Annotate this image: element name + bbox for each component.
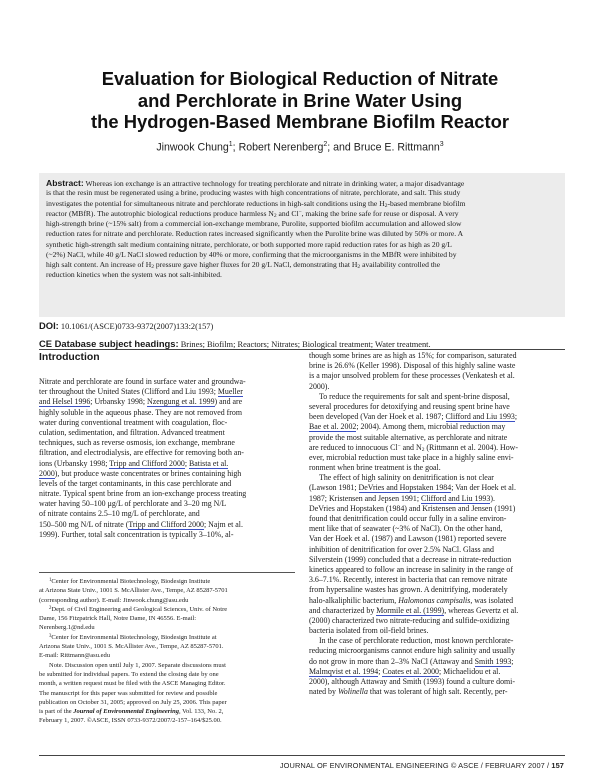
body-text: 150–500 mg N/L of nitrate ( bbox=[39, 519, 129, 529]
footnote-line: at Arizona State Univ., 1001 S. McAllister Ave., Tempe, AZ 85287-5701 bbox=[39, 587, 228, 595]
author-separator: ; bbox=[232, 141, 239, 154]
page-footer bbox=[280, 761, 564, 770]
section-divider bbox=[39, 349, 565, 350]
body-line: Van der Hoek et al. (1987) and Lawson (1981) reported severe bbox=[309, 534, 507, 544]
author-name: Robert Nerenberg bbox=[238, 141, 324, 154]
body-line bbox=[309, 494, 565, 504]
body-line: The effect of high salinity on denitrification is not clear bbox=[319, 473, 494, 483]
body-line bbox=[309, 657, 565, 667]
citation-link[interactable]: Mormile et al. (1999) bbox=[376, 605, 445, 615]
abstract-line bbox=[46, 260, 559, 270]
citation-link[interactable]: Bae et al. 2002 bbox=[309, 422, 357, 432]
body-text: ter throughout the United States (Clifford and Liu 1993; bbox=[39, 387, 218, 397]
doi-label: DOI: bbox=[39, 320, 59, 331]
body-text: ions (Urbansky 1998; bbox=[39, 458, 110, 468]
body-line: Nitrate and perchlorate are found in surface water and groundwa- bbox=[39, 377, 246, 386]
body-line: In the case of perchlorate reduction, most known perchlorate- bbox=[319, 636, 514, 646]
body-text: (Lawson 1981; bbox=[309, 483, 359, 493]
footnote-mark: 1 bbox=[49, 578, 52, 583]
subscript: 2 bbox=[421, 446, 425, 453]
body-line bbox=[309, 667, 565, 677]
abstract-text: investigates the potential for simultaneous nitrate and perchlorate reductions in high-salt conditions using the H bbox=[46, 198, 385, 208]
body-text: ; Najm et al. bbox=[203, 519, 243, 529]
body-line: culation, sedimentation, and filtration. Advanced treatment bbox=[39, 427, 225, 437]
doi-line bbox=[39, 320, 213, 331]
citation-link[interactable]: DeVries and Hopstaken 1984 bbox=[358, 483, 452, 493]
body-text: ; Van der Hoek et al. bbox=[451, 483, 516, 493]
citation-link[interactable]: Coates et al. 2000 bbox=[382, 666, 439, 676]
citation-link[interactable]: Malmqvist et al. 1994 bbox=[309, 666, 379, 676]
body-text: and N bbox=[400, 442, 422, 452]
abstract-box bbox=[39, 173, 565, 317]
body-text: ; bbox=[511, 656, 514, 666]
body-line bbox=[309, 606, 565, 616]
title-line: Evaluation for Biological Reduction of Nitrate bbox=[101, 68, 499, 89]
citation-link[interactable]: Batista et al. bbox=[189, 458, 229, 468]
body-text: ) and are bbox=[214, 397, 243, 407]
body-text: halo-alkaliphilic bacterium, bbox=[309, 595, 399, 605]
subscript: 2 bbox=[151, 264, 154, 270]
footnote-text: Center for Environmental Biotechnology, Biodesign Institute bbox=[51, 578, 211, 585]
body-line bbox=[39, 520, 295, 530]
abstract-text: high salt content. An increase of H bbox=[46, 260, 152, 269]
footnote-line bbox=[39, 707, 295, 716]
abstract-line: reduction rates for nitrate and perchlorate. Reduction rates increased significantly when the Purolite brine was diluted by 50% or more. A bbox=[46, 229, 464, 239]
body-text: are reduced to innocuous Cl bbox=[309, 442, 398, 452]
subscript: 2 bbox=[384, 202, 388, 209]
body-line bbox=[309, 596, 565, 606]
abstract-line bbox=[46, 178, 559, 188]
footnote-line: be submitted for individual papers. To extend the closing date by one bbox=[39, 670, 219, 678]
journal-footer: JOURNAL OF ENVIRONMENTAL ENGINEERING © ASCE / FEBRUARY 2007 / bbox=[279, 761, 552, 770]
body-text: ; bbox=[514, 412, 518, 422]
body-line bbox=[39, 397, 295, 407]
author-separator: ; and bbox=[327, 141, 354, 154]
abstract-text: reactor (MBfR). The autotrophic biological reductions produce harmless N bbox=[46, 208, 274, 218]
author-name: Bruce E. Rittmann bbox=[353, 141, 440, 154]
abstract-line: high-strength brine (~15% salt) from a commercial ion-exchange membrane, Purolite, supported biofilm accumulation and allowed slow bbox=[46, 219, 462, 228]
body-line: filtration, and electrodialysis, are effective for removing both an- bbox=[39, 448, 244, 458]
body-text: ; Urbansky 1998; bbox=[90, 397, 148, 407]
footnote-mark: 2 bbox=[49, 605, 52, 611]
footnote-line: publication on October 31, 2005; approved on July 25, 2006. This paper bbox=[39, 698, 227, 706]
abstract-line: is that the resin must be regenerated using a brine, producing wastes with high concentrations of nitrate, perchlorate, and salt. This study bbox=[46, 188, 461, 198]
body-text: 1987; Kristensen and Jepsen 1991; bbox=[309, 493, 421, 503]
body-line: provide the most suitable alternative, as perchlorate and nitrate bbox=[309, 432, 508, 442]
citation-link[interactable]: and Helsel 1996 bbox=[39, 397, 91, 407]
subject-headings-label: CE Database subject headings: bbox=[39, 338, 179, 349]
abstract-text: , making the brine safe for reuse or disposal. A very bbox=[301, 208, 459, 218]
body-line: reducing microorganisms cannot endure high salinity and usually bbox=[309, 646, 516, 656]
body-line: highly soluble in the aqueous phase. They are not removed from bbox=[39, 407, 242, 417]
body-line: found that denitrification could occur fully in a saline environ- bbox=[309, 514, 507, 523]
citation-link[interactable]: Tripp and Clifford 2000 bbox=[109, 458, 185, 468]
abstract-text: -based membrane biofilm bbox=[387, 198, 466, 208]
species-name: Wolinella bbox=[337, 687, 368, 697]
body-line: levels of the target contaminants, in this case perchlorate and bbox=[39, 478, 232, 488]
footnote-line bbox=[39, 577, 295, 586]
footnote-line: month, a written request must be filed with the ASCE Managing Editor. bbox=[39, 680, 226, 688]
body-text: , was isolated bbox=[470, 595, 514, 605]
footnote-line: (corresponding author). E-mail: Jinwook.chung@asu.edu bbox=[39, 596, 189, 604]
body-line: Silverstein (1999) concluded that a decrease in nitrate-reduction bbox=[309, 554, 512, 564]
citation-link[interactable]: 2000 bbox=[39, 468, 55, 478]
superscript: − bbox=[397, 442, 401, 449]
body-line: ment like that of seawater (~3% of NaCl). On the other hand, bbox=[309, 524, 503, 534]
body-line: ronment when brine treatment is the goal. bbox=[309, 463, 441, 473]
body-line: ever, microbial reduction must take place in a highly saline envi- bbox=[309, 452, 514, 462]
abstract-text: Whereas ion exchange is an attractive technology for treating perchlorate and nitrate in drinking water, a major disadvantage bbox=[85, 179, 465, 188]
abstract-text: availability controlled the bbox=[360, 260, 441, 269]
body-text: ), but produce waste concentrates or brines containing high bbox=[54, 468, 242, 478]
body-line: though some brines are as high as 15%; for comparison, saturated bbox=[309, 351, 517, 360]
body-line bbox=[309, 687, 565, 697]
right-column bbox=[309, 351, 565, 697]
body-line bbox=[39, 469, 295, 479]
body-text: ; 2004). Among them, microbial reduction may bbox=[356, 422, 506, 432]
body-line: 2000), although Attaway and Smith (1993) found a culture domi- bbox=[309, 677, 515, 686]
footnote-text: Center for Environmental Biotechnology, Biodesign Institute at bbox=[51, 633, 217, 641]
body-text: do not grow in more than 2–3% NaCl (Attaway and bbox=[309, 656, 475, 666]
body-line bbox=[309, 412, 565, 422]
body-line bbox=[309, 443, 565, 453]
citation-link[interactable]: Tripp and Clifford 2000 bbox=[128, 519, 204, 529]
species-name: Halomonas campisalis bbox=[398, 595, 471, 605]
footnote-mark: 3 bbox=[49, 633, 52, 639]
affiliation-mark: 3 bbox=[439, 141, 444, 148]
footnote-line: February 1, 2007. ©ASCE, ISSN 0733-9372/2007/2-157–164/$25.00. bbox=[39, 717, 222, 725]
body-line: water having 50–100 μg/L of perchlorate and 3–20 mg N/L bbox=[39, 499, 227, 509]
footnote-line: E-mail: Rittmann@asu.edu bbox=[39, 652, 110, 660]
footnote-text: is part of the bbox=[39, 708, 74, 716]
author-list bbox=[20, 141, 580, 154]
abstract-text: and Cl bbox=[276, 208, 299, 218]
superscript: − bbox=[298, 208, 302, 215]
body-line: inhibition of denitrification for over 2.5% NaCl. Glass and bbox=[309, 544, 494, 554]
body-line: nitrate. Typical spent brine from an ion-exchange process treating bbox=[39, 489, 247, 499]
subscript: 2 bbox=[357, 264, 361, 270]
body-line: 3.6–7.1%. Recently, interest in bacteria that can remove nitrate bbox=[309, 575, 508, 585]
footnote-line: Dame, 156 Fitzpatrick Hall, Notre Dame, IN 46556. E-mail: bbox=[39, 615, 197, 623]
body-text: that was tolerant of high salt. Recently, per- bbox=[367, 687, 508, 697]
page-number: 157 bbox=[551, 761, 564, 770]
body-line bbox=[39, 387, 295, 397]
footnotes bbox=[39, 577, 295, 726]
body-line: water during conventional treatment with coagulation, floc- bbox=[39, 417, 228, 427]
footnote-line: Nerenberg.1@nd.edu bbox=[39, 624, 95, 632]
body-line bbox=[309, 422, 565, 432]
body-text: ; bbox=[378, 666, 383, 676]
body-text: , whereas Gevertz et al. bbox=[444, 605, 519, 615]
body-line: bacteria isolated from oil-field brines. bbox=[309, 626, 429, 636]
body-line: brine is 26.6% (Keller 1998). Disposal of this highly saline waste bbox=[309, 361, 516, 371]
body-line: of nitrate contains 2.5–10 mg/L of perchlorate, and bbox=[39, 509, 200, 519]
body-text: ; bbox=[184, 458, 190, 468]
footnote-line: Note. Discussion open until July 1, 2007. Separate discussions must bbox=[49, 661, 226, 669]
abstract-line: synthetic high-strength salt medium containing nitrate, perchlorate, or both supported more rapid reduction rates for as high as 20 g/L bbox=[46, 239, 452, 249]
body-line: several procedures for detoxifying and reusing spent brine have bbox=[309, 401, 510, 411]
body-line: techniques, such as reverse osmosis, ion exchange, membrane bbox=[39, 438, 235, 448]
body-line: 1999). Further, total salt concentration is typically 3–10%, al- bbox=[39, 529, 234, 539]
body-line: 2000). bbox=[309, 381, 330, 391]
footnote-line: Arizona State Univ., 1001 S. McAllister Ave., Tempe, AZ 85287-5701. bbox=[39, 643, 224, 651]
footnote-line bbox=[39, 633, 295, 642]
subject-headings-value: Brines; Biofilm; Reactors; Nitrates; Biological treatment; Water treatment. bbox=[180, 340, 431, 349]
body-line bbox=[309, 483, 565, 493]
footnote-line bbox=[39, 605, 295, 614]
citation-link[interactable]: Smith 1993 bbox=[474, 656, 512, 666]
subject-headings bbox=[39, 338, 431, 349]
author-name: Jinwook Chung bbox=[156, 141, 229, 154]
citation-link[interactable]: Nzengung et al. 1999 bbox=[147, 397, 215, 407]
affiliation-mark: 1 bbox=[228, 141, 233, 148]
citation-link[interactable]: Clifford and Liu 1993 bbox=[421, 493, 491, 503]
body-text: nated by bbox=[309, 687, 338, 697]
title-line: and Perchlorate in Brine Water Using bbox=[137, 89, 463, 111]
body-line: To reduce the requirements for salt and spent-brine disposal, bbox=[319, 391, 510, 401]
section-heading-introduction: Introduction bbox=[39, 352, 100, 363]
left-column bbox=[39, 377, 295, 540]
abstract-line: reduction kinetics when the system was not salt-inhibited. bbox=[46, 270, 222, 280]
footnote-text: , Vol. 133, No. 2, bbox=[178, 708, 224, 716]
body-line: DeVries and Hopstaken (1984) and Kristensen and Jensen (1991) bbox=[309, 503, 516, 513]
footnote-line: The manuscript for this paper was submitted for review and possible bbox=[39, 689, 218, 697]
abstract-line bbox=[46, 199, 559, 209]
citation-link[interactable]: Mueller bbox=[217, 387, 243, 397]
journal-name: Journal of Environmental Engineering bbox=[73, 708, 179, 716]
body-line: kinetics appeared to follow an increase in salinity in the range of bbox=[309, 564, 513, 574]
subscript: 2 bbox=[273, 212, 277, 219]
body-text: and characterized by bbox=[309, 605, 377, 615]
abstract-line bbox=[46, 209, 559, 219]
body-line: from hypersaline wastes has grown. A denitrifying, moderately bbox=[309, 585, 508, 595]
body-line bbox=[39, 459, 295, 469]
abstract-text: pressure gave higher fluxes for 20 g/L NaCl, demonstrating that H bbox=[153, 260, 358, 269]
body-text: ; Michaelidou et al. bbox=[438, 666, 501, 676]
title-line: the Hydrogen-Based Membrane Biofilm Reactor bbox=[91, 111, 509, 132]
footer-divider bbox=[39, 755, 565, 756]
affiliation-mark: 2 bbox=[323, 141, 328, 148]
body-text: been developed (Van der Hoek et al. 1987; bbox=[309, 412, 446, 422]
body-line: (2000) characterized two nitrate-reducing and sulfide-oxidizing bbox=[309, 615, 510, 625]
paper-title bbox=[20, 68, 580, 133]
footnote-divider bbox=[39, 572, 295, 573]
abstract-line: (~2%) NaCl, while 40 g/L NaCl slowed reduction by 40% or more, confirming that the microorganisms in the MBfR were inhibited by bbox=[46, 249, 457, 259]
body-text: (Rittmann et al. 2004). How- bbox=[424, 442, 519, 452]
body-line: is a major unsolved problem for these processes (Venkatesh et al. bbox=[309, 371, 515, 381]
abstract-label: Abstract: bbox=[46, 178, 84, 188]
footnote-text: Dept. of Civil Engineering and Geological Sciences, Univ. of Notre bbox=[51, 605, 228, 613]
citation-link[interactable]: Clifford and Liu 1993 bbox=[445, 412, 515, 422]
body-text: ). bbox=[490, 493, 495, 503]
doi-value[interactable]: 10.1061/(ASCE)0733-9372(2007)133:2(157) bbox=[60, 322, 214, 331]
